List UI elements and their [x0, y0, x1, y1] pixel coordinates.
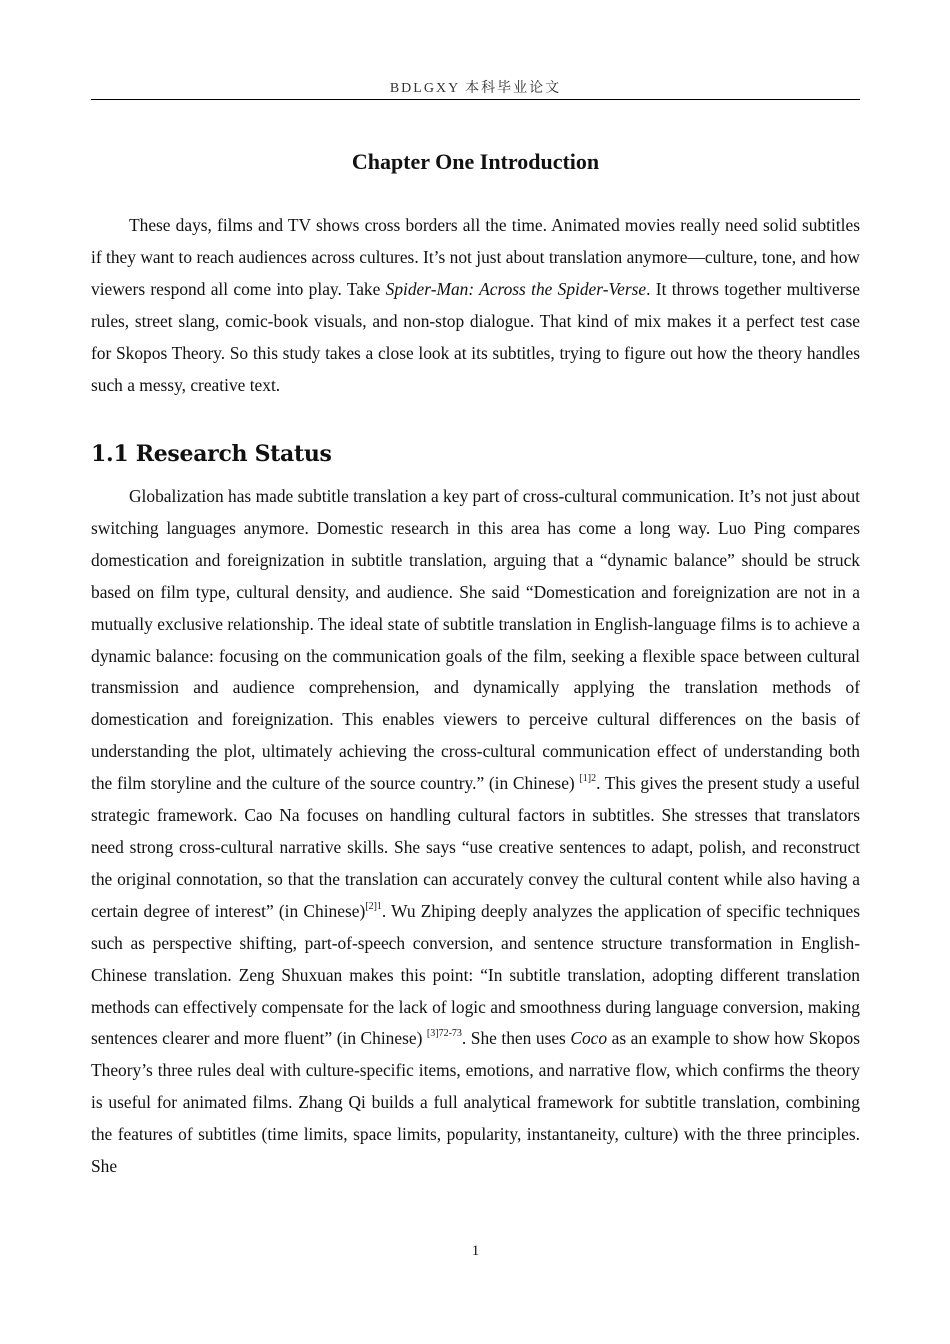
chapter-title: Chapter One Introduction [351, 149, 600, 174]
document-page [91, 0, 860, 1344]
header-rule [91, 99, 860, 100]
intro-paragraph [91, 210, 860, 401]
section-heading: 1.1 Research Status [91, 441, 332, 467]
paragraph-text: . She then uses [461, 1028, 571, 1049]
page-number: 1 [471, 1243, 480, 1259]
film-title-spider-verse: Spider-Man: Across the Spider-Verse [385, 278, 647, 299]
paragraph-text: . This gives the present study a useful strategic framework. Cao Na focuses on handling cultural factors in subtitles. She stresses that translators need strong cross-cultural narrative skills. She says “use creative sentences to adapt, polish, and reconstruct the original connotation, so that the translation can accurately convey the cultural content while also having a certain degree of interest” (in Chinese) [91, 773, 860, 921]
paragraph-text: as an example to show how Skopos Theory’s three rules deal with culture-specific items, emotions, and narrative flow, which confirms the theory is useful for animated films. Zhang Qi builds a full analytical framework for subtitle translation, combining the features of subtitles (time limits, space limits, popularity, instantaneity, culture) with the three principles. She [91, 1028, 861, 1177]
film-title-coco: Coco [570, 1028, 608, 1049]
intro-text: These days, films and TV shows cross borders all the time. Animated movies really need solid subtitles if they want to reach audiences across cultures. It’s not just about translation anymore—culture, tone, and how viewers respond all come into play. Take [91, 215, 860, 299]
intro-text: . It throws together multiverse rules, street slang, comic-book visuals, and non-stop dialogue. That kind of mix makes it a perfect test case for Skopos Theory. So this study takes a close look at its subtitles, trying to figure out how the theory handles such a messy, creative text. [91, 278, 860, 395]
paragraph-text: Globalization has made subtitle translation a key part of cross-cultural communication. It’s not just about switching languages anymore. Domestic research in this area has come a long way. Luo Ping compares domestication and foreignization in subtitle translation, arguing that a “dynamic balance” should be struck based on film type, cultural density, and audience. She said “Domestication and foreignization are not in a mutually exclusive relationship. The ideal state of subtitle translation in English-language films is to achieve a dynamic balance: focusing on the communication goals of the film, seeking a flexible space between cultural transmission and audience comprehension, and dynamically applying the translation methods of domestication and foreignization. This enables viewers to perceive cultural differences on the basis of understanding the plot, ultimately achieving the cross-cultural communication effect of understanding both the film storyline and the culture of the source country.” (in Chinese) [91, 486, 860, 794]
citation-marker: [2]1 [365, 900, 382, 912]
running-header: BDLGXY 本科毕业论文 [389, 81, 562, 96]
citation-marker: [1]2 [579, 773, 597, 785]
research-status-paragraph [91, 481, 860, 1183]
paragraph-text: . Wu Zhiping deeply analyzes the application of specific techniques such as perspective shifting, part-of-speech conversion, and sentence structure transformation in English-Chinese translation. Zeng Shuxuan makes this point: “In subtitle translation, adopting different translation methods can effectively compensate for the lack of logic and smoothness during language conversion, making sentences clearer and more fluent” (in Chinese) [91, 900, 860, 1049]
citation-marker: [3]72-73 [426, 1028, 462, 1040]
